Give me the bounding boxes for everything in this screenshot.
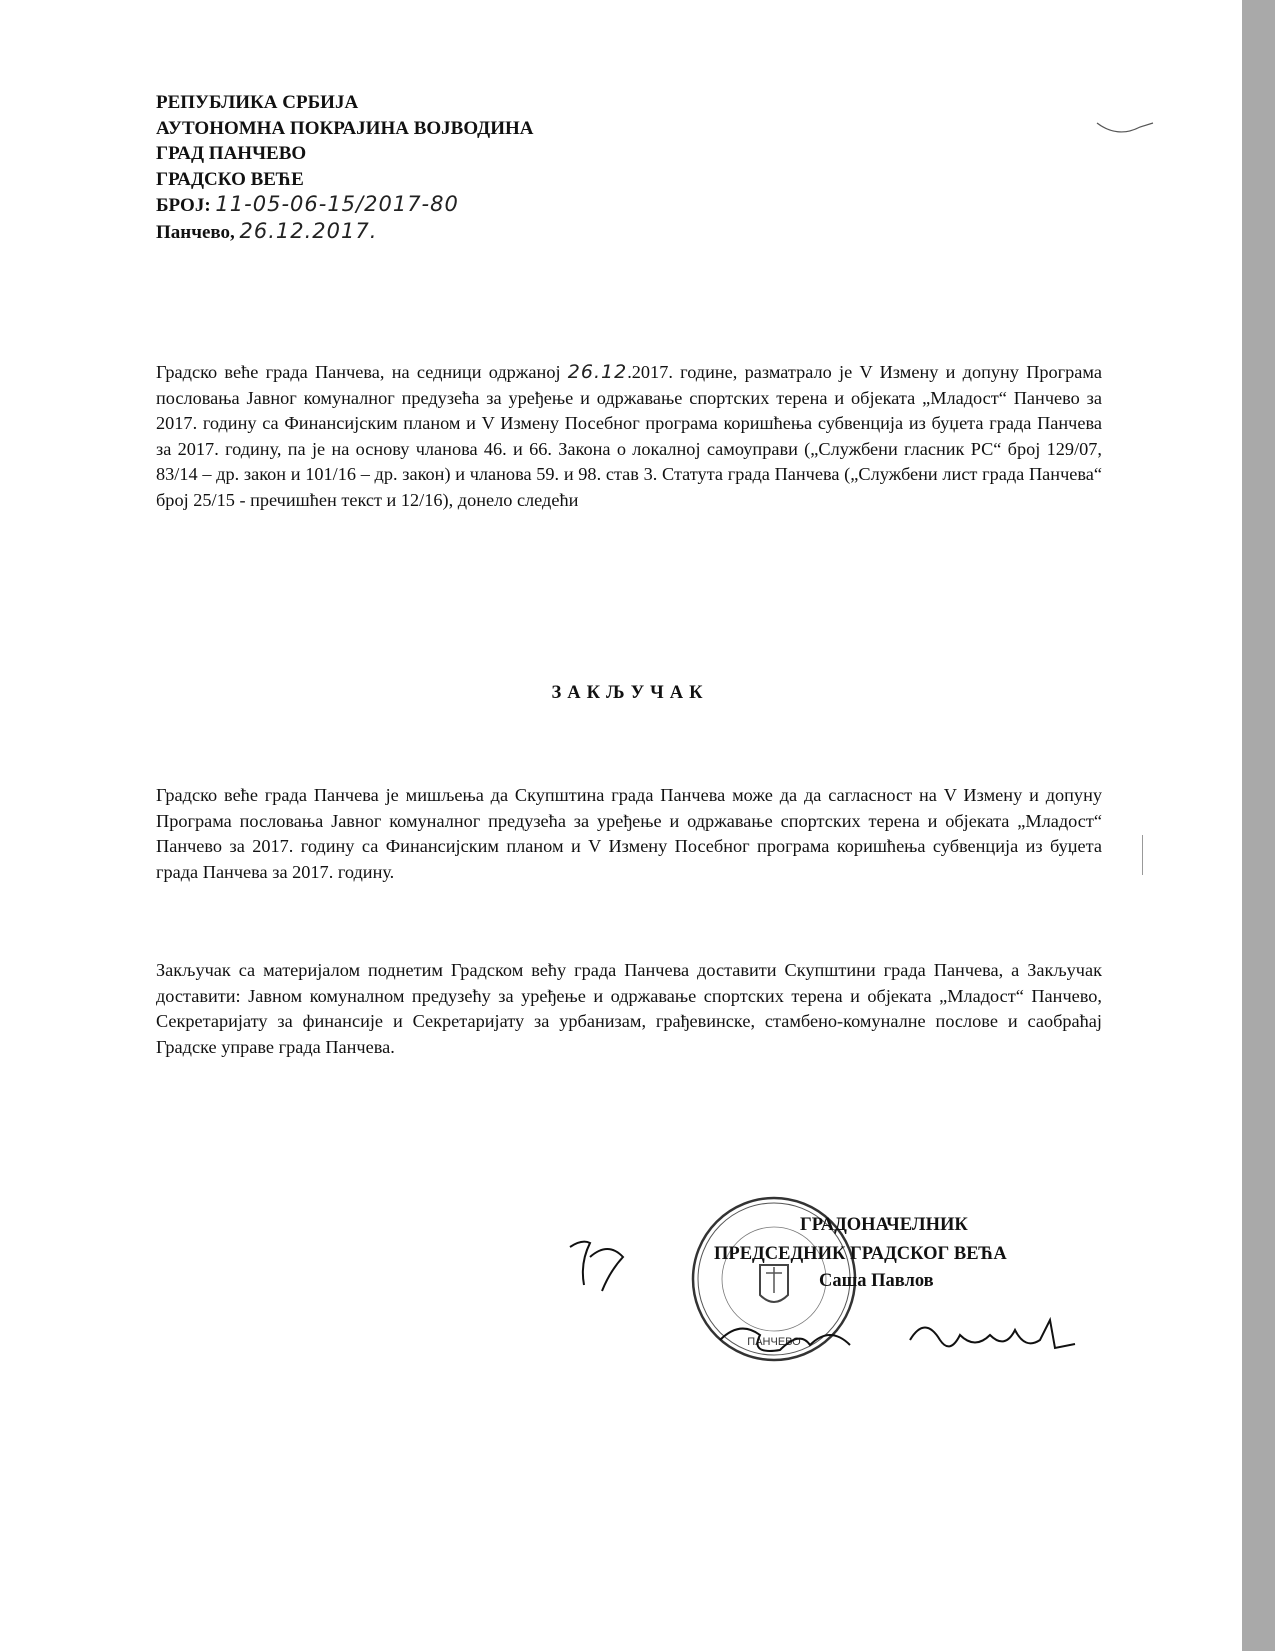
header-city: ГРАД ПАНЧЕВО [156,143,307,164]
intro-paragraph: Градско веће града Панчева, на седници одржаној 26.12.2017. године, разматрало је V Измену и допуну Програма пословања Јавног комуналног предузећа за уређење и одржавање спортских терена и објеката „Младост“ Панчево за 2017. годину са Финансијским планом и V Измену Посебног програма коришћења субвенција из буџета града Панчева за 2017. годину, па је на основу чланова 46. и 66. Закона о локалној самоуправи („Службени гласник РС“ број 129/07, 83/14 – др. закон и 101/16 – др. закон) и чланова 59. и 98. став 3. Статута града Панчева („Службени лист града Панчева“ број 25/15 - пречишћен текст и 12/16), донело следећи [156,361,1102,510]
document-title: ЗАКЉУЧАК [551,683,709,703]
scan-mark-line [1142,835,1143,875]
handwritten-date: 26.12.2017. [239,218,378,243]
signature-title-mayor: ГРАДОНАЧЕЛНИК [800,1215,968,1235]
delivery-paragraph: Закључак са материјалом поднетим Градском већу града Панчева доставити Скупштини града Панчева, а Закључак доставити: Јавном комуналном предузећу за уређење и одржавање спортских терена и објеката „Младост“ Панчево, Секретаријату за финансије и Секретаријату за урбанизам, грађевинске, стамбено-комуналне послове и саобраћај Градске управе града Панчева. [156,960,1102,1057]
letterhead [156,90,534,245]
signature-title-president: ПРЕДСЕДНИК ГРАДСКОГ ВЕЋА [714,1244,1007,1264]
header-country: РЕПУБЛИКА СРБИЈА [156,92,359,113]
header-place-date: Панчево, 26.12.2017. [156,218,378,243]
handwritten-session-date: 26.12 [567,361,628,383]
handwritten-signature [710,1310,1090,1365]
scan-border [1242,0,1275,1651]
header-province: АУТОНОМНА ПОКРАЈИНА ВОЈВОДИНА [156,117,534,139]
svg-text:ПАНЧЕВО: ПАНЧЕВО [747,1336,801,1348]
conclusion-paragraph: Градско веће града Панчева је мишљења да Скупштина града Панчева може да да сагласност на V Измену и допуну Програма пословања Јавног комуналног предузећа за уређење и одржавање спортских терена и објеката „Младост“ Панчево за 2017. годину са Финансијским планом и V Измену Посебног програма коришћења субвенција из буџета града Панчева за 2017. годину. [156,785,1102,882]
scan-mark [1095,115,1155,140]
handwritten-number: 11-05-06-15/2017-80 [215,192,459,216]
signatory-name: Саша Павлов [819,1271,934,1291]
initials-signature [568,1235,638,1305]
header-council: ГРАДСКО ВЕЋЕ [156,168,304,190]
header-number: БРОЈ: 11-05-06-15/2017-80 [156,192,459,216]
